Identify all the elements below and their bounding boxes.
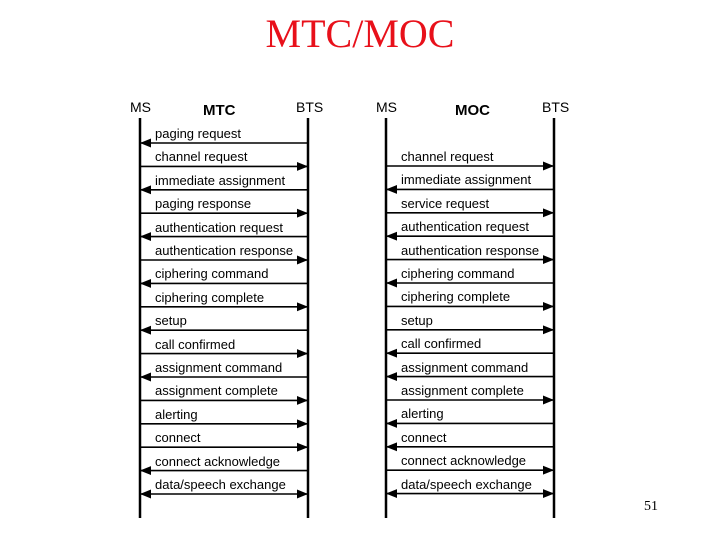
- mtc-message-label: connect acknowledge: [155, 453, 281, 469]
- moc-message-label: ciphering command: [401, 266, 515, 281]
- mtc-message-label: channel request: [155, 149, 248, 165]
- moc-message-label: ciphering complete: [401, 289, 511, 305]
- mtc-message-label: ciphering complete: [155, 289, 265, 305]
- moc-ms-label: MS: [376, 99, 397, 115]
- mtc-message-label: paging request: [155, 126, 242, 141]
- page-number: 51: [644, 499, 658, 514]
- moc-message-label: authentication request: [401, 219, 529, 235]
- mtc-heading: MTC: [203, 102, 236, 119]
- moc-bts-label: BTS: [542, 99, 570, 115]
- moc-message-label: channel request: [401, 149, 494, 164]
- moc-message-label: call confirmed: [401, 336, 482, 352]
- mtc-message-label: data/speech exchange: [155, 477, 286, 492]
- mtc-message-label: connect: [155, 430, 201, 446]
- mtc-message-label: immediate assignment: [155, 172, 286, 188]
- mtc-ms-label: MS: [130, 99, 151, 115]
- moc-heading: MOC: [455, 102, 490, 119]
- mtc-message-label: assignment command: [155, 360, 283, 375]
- mtc-message-label: call confirmed: [155, 336, 236, 352]
- mtc-bts-label: BTS: [296, 99, 324, 115]
- moc-message-label: data/speech exchange: [401, 476, 532, 492]
- moc-message-label: service request: [401, 195, 490, 211]
- mtc-message-label: authentication request: [155, 219, 283, 235]
- moc-message-label: immediate assignment: [401, 172, 532, 188]
- mtc-message-label: paging response: [155, 196, 252, 212]
- moc-message-label: assignment command: [401, 359, 529, 375]
- moc-message-label: assignment complete: [401, 383, 524, 398]
- mtc-message-label: authentication response: [155, 243, 294, 258]
- moc-message-label: setup: [401, 312, 433, 328]
- mtc-message-label: alerting: [155, 406, 198, 422]
- moc-message-label: authentication response: [401, 242, 540, 258]
- mtc-message-label: ciphering command: [155, 266, 269, 282]
- moc-message-label: connect: [401, 429, 447, 445]
- moc-message-label: alerting: [401, 406, 444, 422]
- slide-title: MTC/MOC: [265, 11, 455, 56]
- mtc-message-label: assignment complete: [155, 383, 278, 399]
- moc-message-label: connect acknowledge: [401, 453, 527, 469]
- mtc-message-label: setup: [155, 313, 187, 329]
